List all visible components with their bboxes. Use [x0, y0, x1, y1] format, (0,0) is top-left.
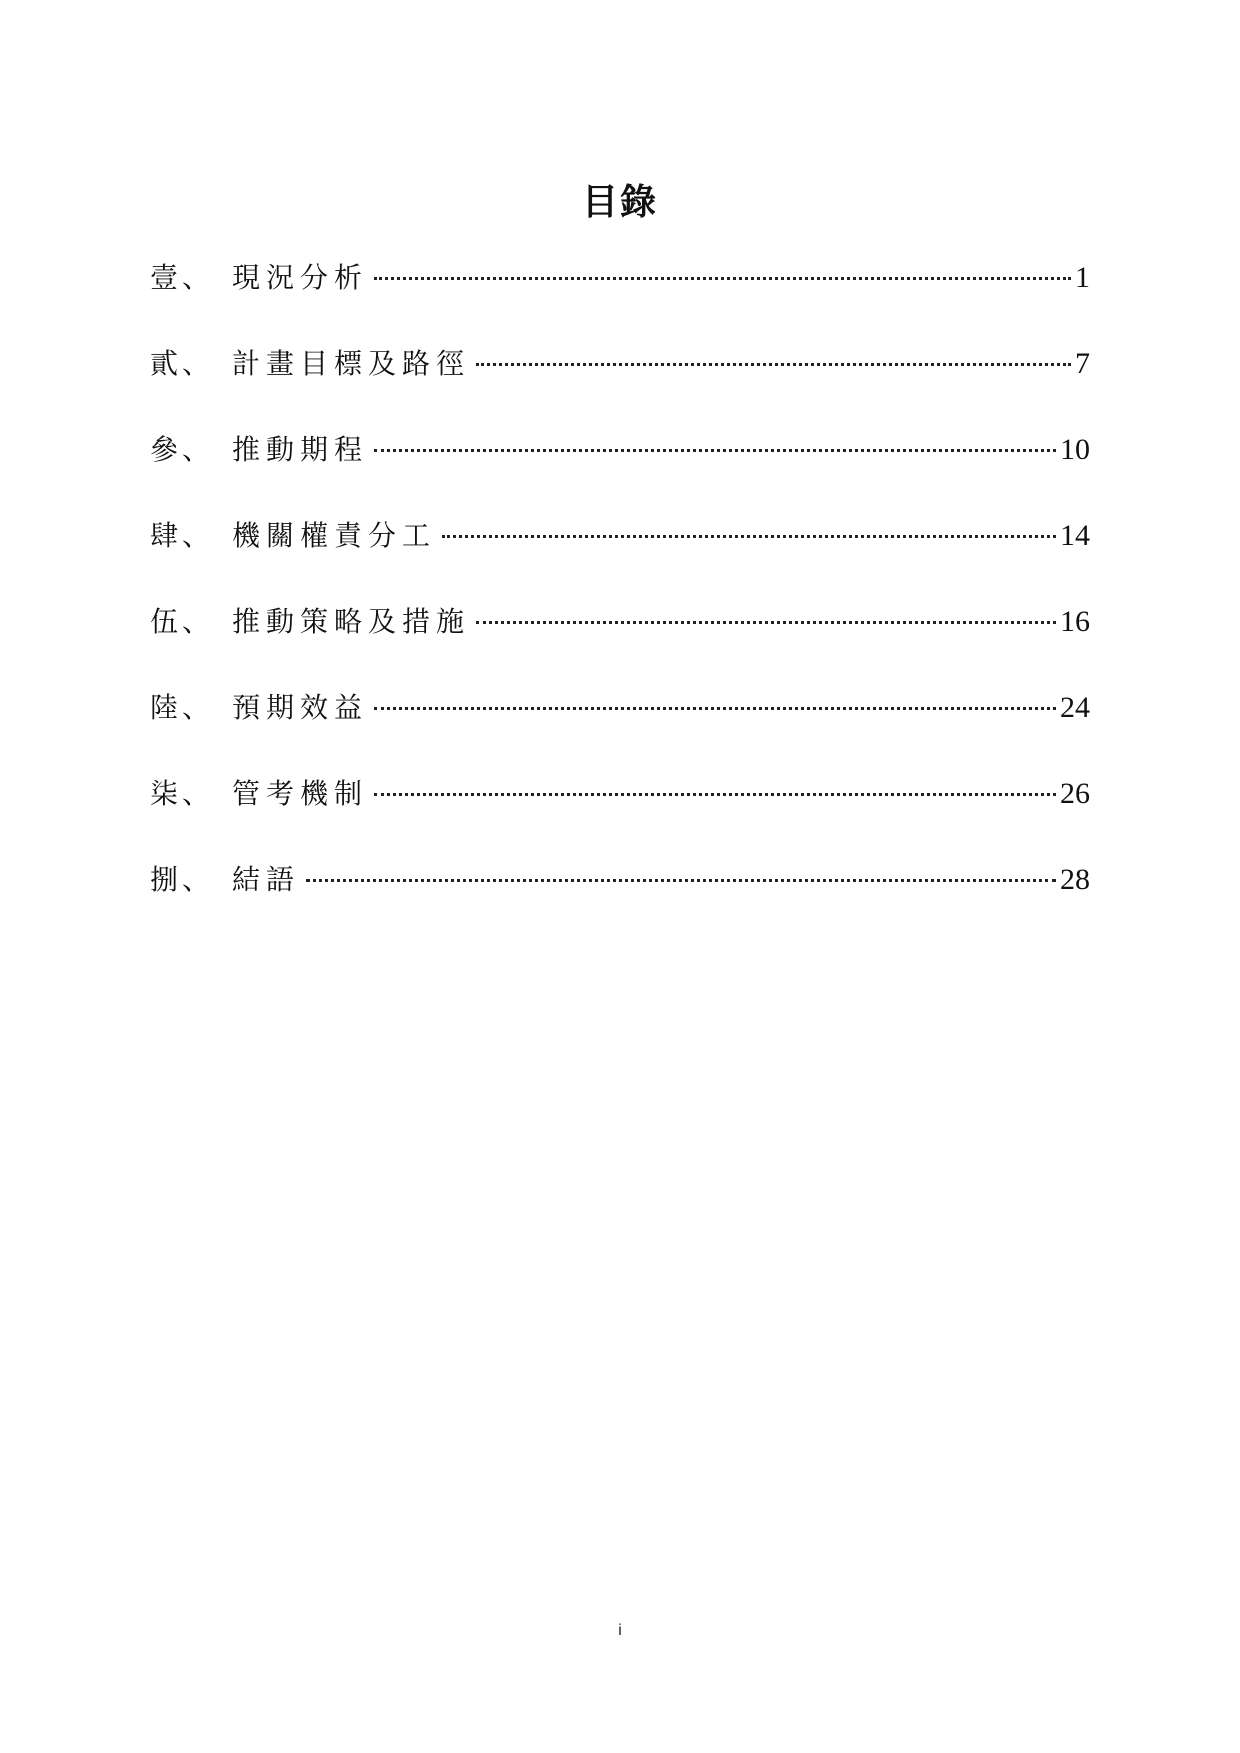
- toc-entry-number: 柒、: [150, 777, 215, 810]
- toc-entry[interactable]: [150, 344, 1090, 430]
- toc-entry-page: 24: [1060, 691, 1090, 724]
- toc-entry-page: 7: [1075, 347, 1090, 380]
- toc-entry-page: 26: [1060, 777, 1090, 810]
- toc-entry-number: 貳、: [150, 347, 215, 380]
- toc-entry[interactable]: [150, 430, 1090, 516]
- toc-entry[interactable]: [150, 258, 1090, 344]
- toc-entry-number: 肆、: [150, 519, 215, 552]
- toc-entry[interactable]: [150, 774, 1090, 860]
- toc-entry-page: 1: [1075, 261, 1090, 294]
- dot-leader: [374, 277, 1071, 280]
- toc-entry-page: 10: [1060, 433, 1090, 466]
- toc-entry-label: 推動策略及措施: [232, 605, 471, 638]
- dot-leader: [306, 879, 1056, 882]
- dot-leader: [476, 363, 1071, 366]
- toc-entry[interactable]: [150, 516, 1090, 602]
- toc-entry-label: 預期效益: [232, 691, 369, 724]
- toc-entry-label: 結語: [232, 863, 301, 896]
- toc-entry-number: 陸、: [150, 691, 215, 724]
- toc-entry-page: 16: [1060, 605, 1090, 638]
- page-title: 目錄: [581, 181, 658, 223]
- dot-leader: [374, 793, 1056, 796]
- page-number: i: [618, 1622, 622, 1639]
- dot-leader: [442, 535, 1056, 538]
- toc-entry[interactable]: [150, 860, 1090, 946]
- toc-entry-label: 管考機制: [232, 777, 369, 810]
- toc-entry-label: 推動期程: [232, 433, 369, 466]
- toc-entry-page: 28: [1060, 863, 1090, 896]
- dot-leader: [374, 449, 1056, 452]
- toc-entry-label: 現況分析: [232, 261, 369, 294]
- toc-entry-number: 捌、: [150, 863, 215, 896]
- toc-entry-label: 計畫目標及路徑: [232, 347, 471, 380]
- toc-entry-number: 壹、: [150, 261, 215, 294]
- toc-entry-page: 14: [1060, 519, 1090, 552]
- toc-entry[interactable]: [150, 688, 1090, 774]
- toc-entry[interactable]: [150, 602, 1090, 688]
- toc-entry-number: 伍、: [150, 605, 215, 638]
- table-of-contents: [150, 258, 1090, 946]
- dot-leader: [374, 707, 1056, 710]
- dot-leader: [476, 621, 1056, 624]
- toc-entry-number: 參、: [150, 433, 215, 466]
- toc-entry-label: 機關權責分工: [232, 519, 437, 552]
